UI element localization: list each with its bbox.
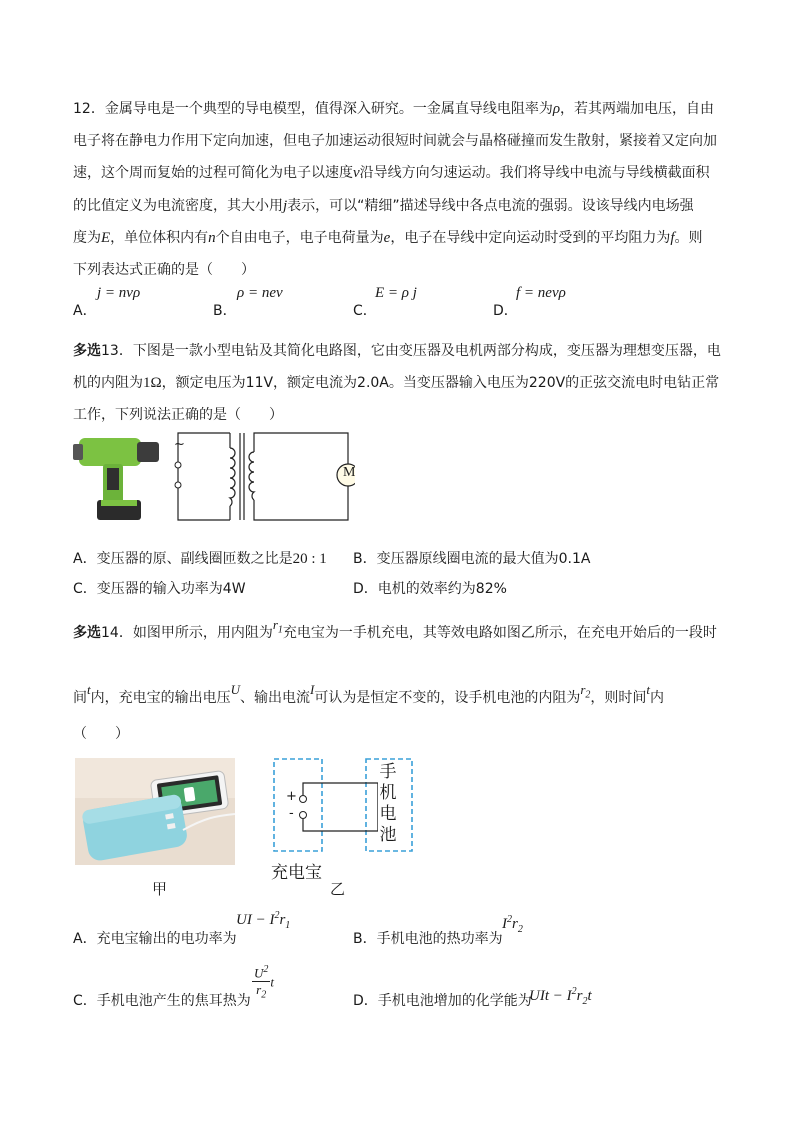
motor-label: M	[343, 465, 356, 480]
q12-option-d-label: D．	[493, 303, 518, 319]
q13-option-a: A．变压器的原、副线圈匝数之比是20 : 1	[73, 551, 327, 567]
q14-option-c-formula: $\frac{U^2}{r_2}$ t	[254, 964, 275, 1001]
q12-line-4: 的比值定义为电流密度，其大小用j表示，可以“精细”描述导线中各点电流的强弱。设该导线内电场强	[73, 198, 694, 214]
q13-line-2: 机的内阻为1Ω，额定电压为11V，额定电流为2.0A。当变压器输入电压为220V的正弦交流电时电钻正常	[73, 375, 720, 391]
q14-option-d: D．手机电池增加的化学能为	[353, 993, 532, 1009]
drill-image	[73, 430, 163, 525]
powerbank-photo	[75, 758, 235, 865]
q12-option-b-formula: ρ = nev	[237, 285, 283, 301]
q13-option-c: C．变压器的输入功率为4W	[73, 581, 246, 597]
q12-line-6: 下列表达式正确的是（ ）	[73, 262, 255, 278]
q12-line-1: 12．金属导电是一个典型的导电模型，值得深入研究。一金属直导线电阻率为ρ，若其两端加电压，自由	[73, 101, 715, 117]
q14-option-d-formula: UIt − $I^2r_2t$	[529, 986, 592, 1007]
q12-option-a-formula: j = nvρ	[97, 285, 141, 301]
charger-label: 充电宝	[271, 863, 322, 883]
q13-option-b: B．变压器原线圈电流的最大值为0.1A	[353, 551, 591, 567]
q12-line-2: 电子将在静电力作用下定向加速，但电子加速运动很短时间就会与晶格碰撞而发生散射，紧接着又定向加	[73, 133, 717, 149]
figure-caption-jia: 甲	[152, 880, 168, 898]
transformer-circuit-diagram	[170, 428, 355, 526]
minus-terminal: -	[289, 806, 294, 821]
q12-option-a-label: A．	[73, 303, 97, 319]
q12-option-d-formula: f = nevρ	[516, 285, 566, 301]
q14-line-2: 间t内，充电宝的输出电压U、输出电流I可认为是恒定不变的，设手机电池的内阻为$r_2$，则时间t内	[73, 682, 665, 706]
phone-battery-label: 手 机 电 池	[379, 762, 397, 845]
q13-line-1: 多选13．下图是一款小型电钻及其简化电路图，它由变压器及电机两部分构成，变压器为理想变压器，电	[73, 343, 721, 359]
ac-symbol: ~	[174, 437, 185, 452]
plus-terminal: +	[286, 789, 297, 804]
q13-line-3: 工作，下列说法正确的是（ ）	[73, 407, 283, 423]
q13-option-d: D．电机的效率约为82%	[353, 581, 507, 597]
q14-option-c: C．手机电池产生的焦耳热为	[73, 993, 251, 1009]
q14-option-a-formula: UI − $I^2r_1$	[236, 910, 291, 931]
q14-line-3: （ ）	[73, 726, 129, 742]
q14-option-b-formula: $I^2r_2$	[502, 914, 523, 935]
q12-option-c-label: C．	[353, 303, 377, 319]
q14-option-a: A．充电宝输出的电功率为	[73, 931, 237, 947]
q12-line-5: 度为E，单位体积内有n个自由电子，电子电荷量为e，电子在导线中定向运动时受到的平均阻力为f。则	[73, 230, 703, 246]
q14-option-b: B．手机电池的热功率为	[353, 931, 503, 947]
q12-option-b-label: B．	[213, 303, 237, 319]
q12-option-c-formula: E = ρ j	[375, 285, 417, 301]
q14-line-1: 多选14．如图甲所示，用内阻为$r_1$充电宝为一手机充电，其等效电路如图乙所示，在充电开始后的一段时	[73, 617, 717, 641]
figure-caption-yi: 乙	[330, 880, 346, 898]
q12-line-3: 速，这个周而复始的过程可简化为电子以速度v沿导线方向匀速运动。我们将导线中电流与导线横截面积	[73, 165, 710, 181]
